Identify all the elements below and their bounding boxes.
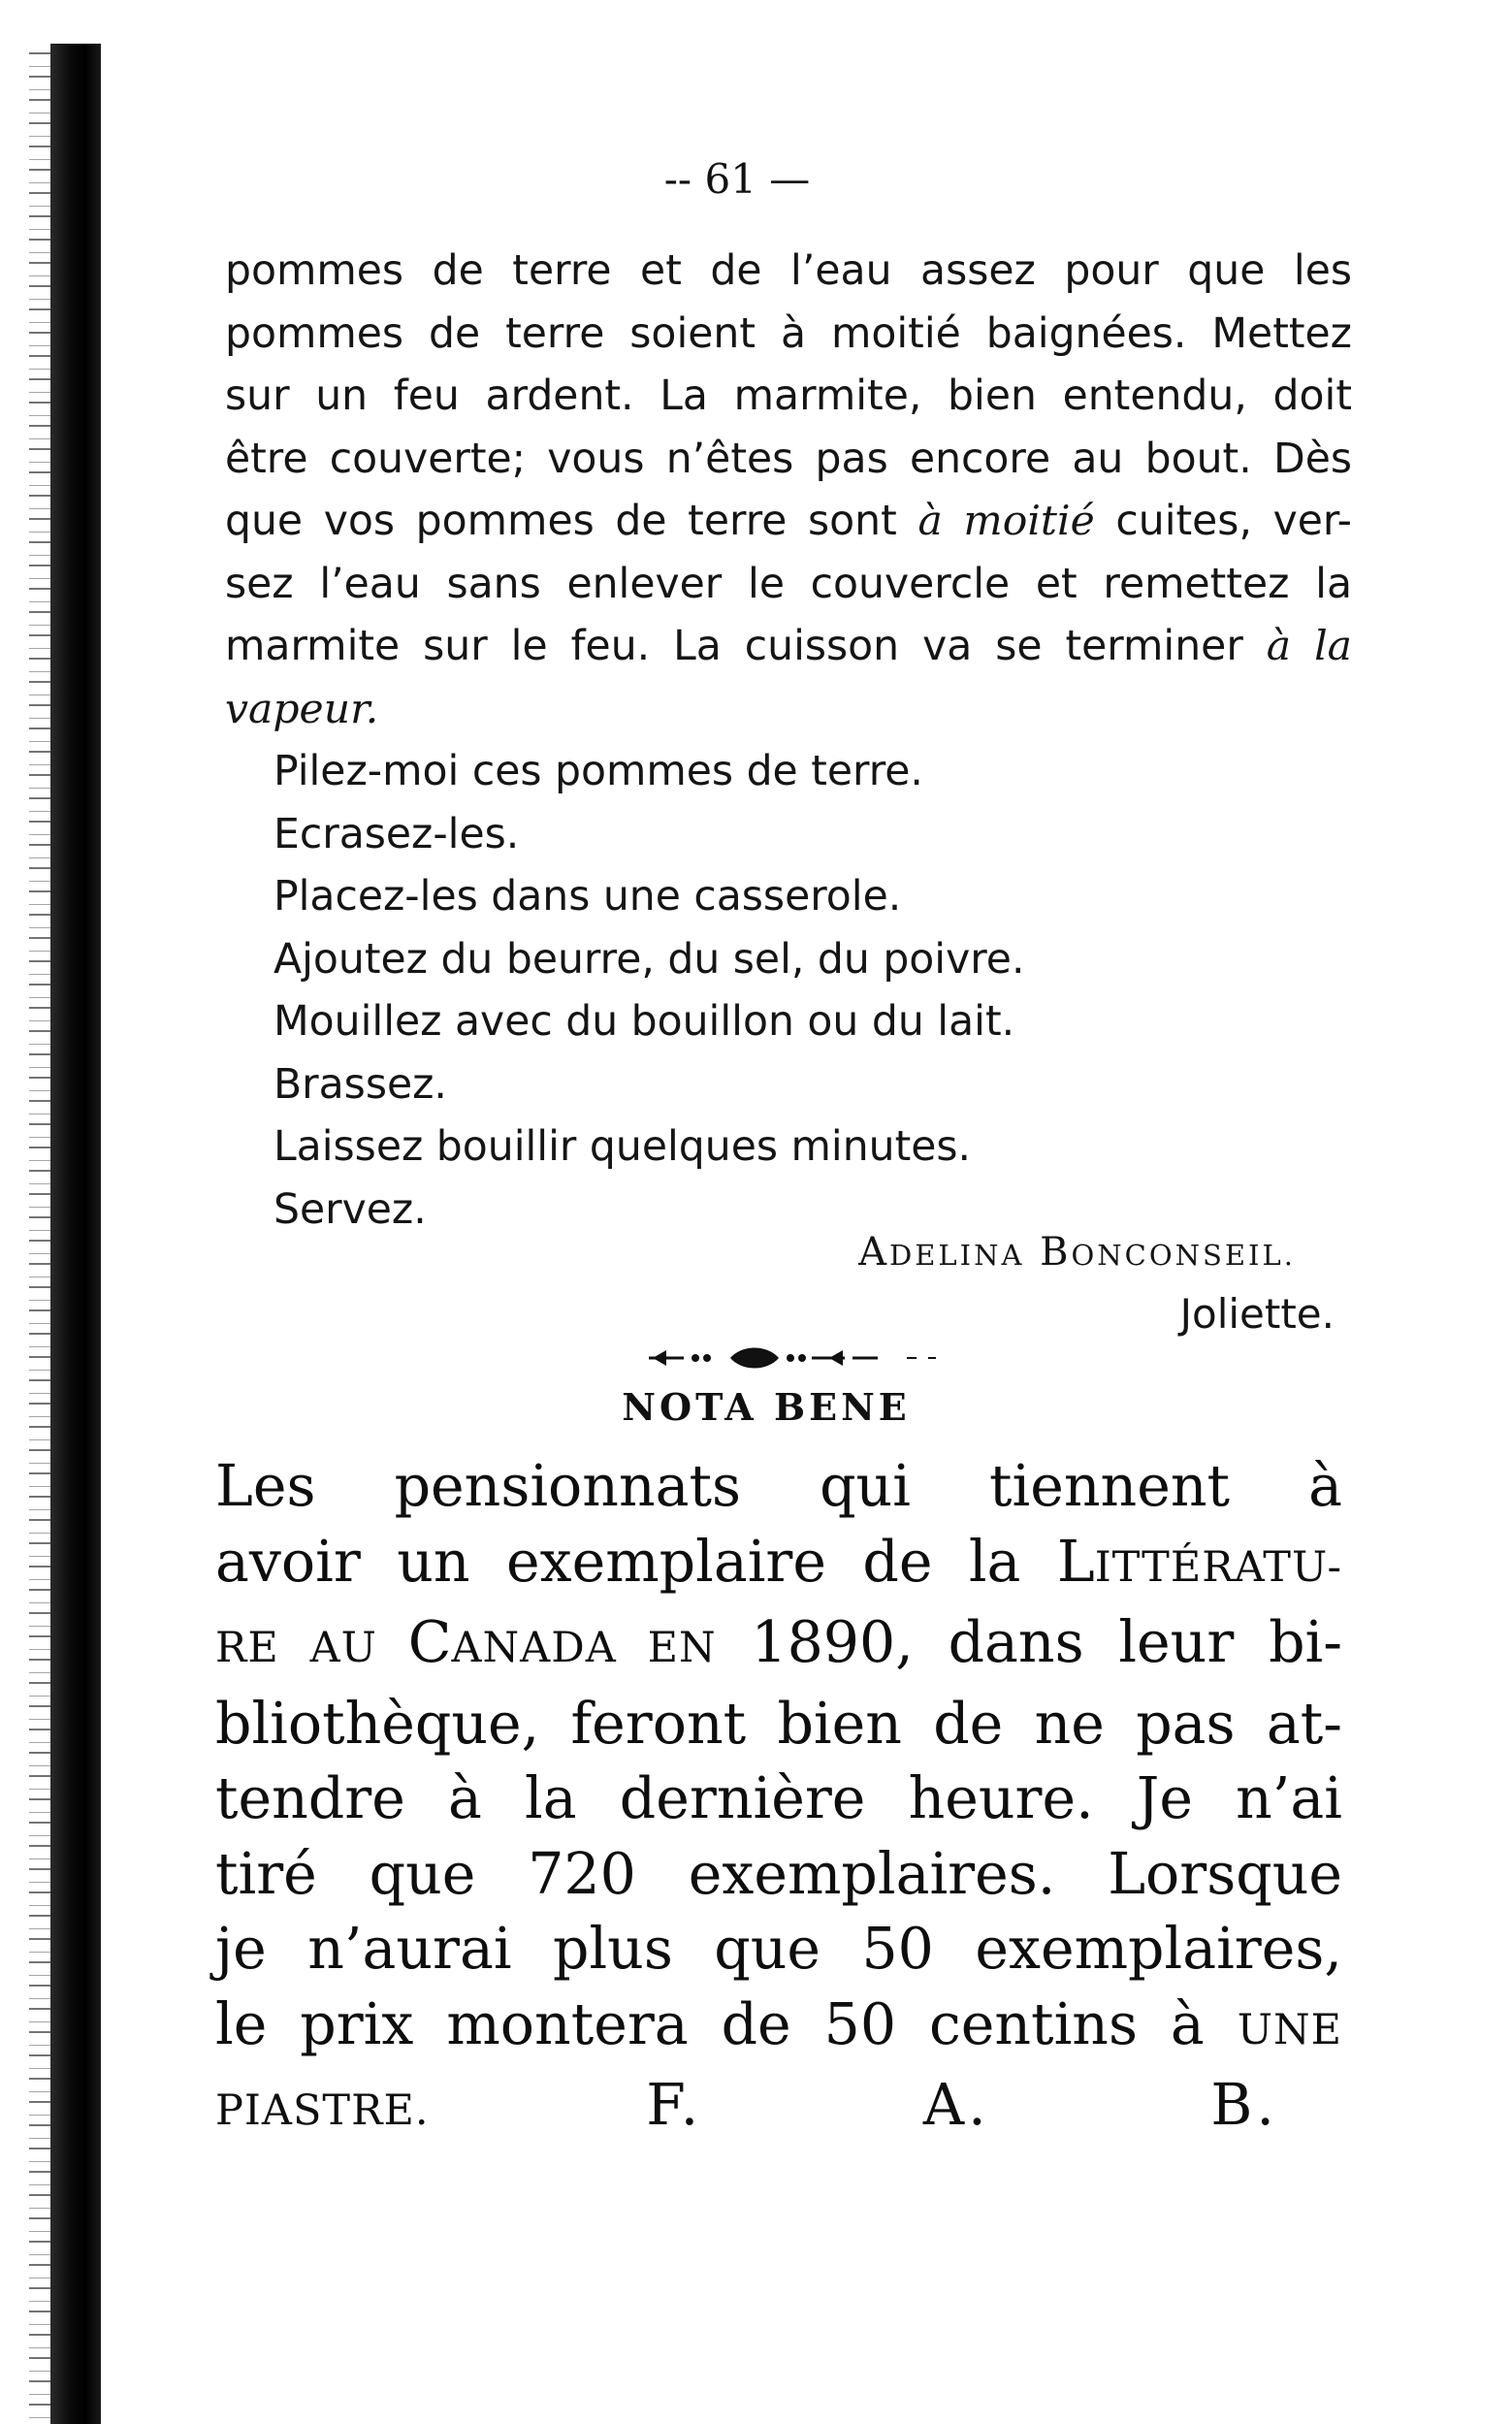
notice-line (215, 2068, 1342, 2149)
book-binding-edge (50, 44, 101, 2424)
recipe-line-part: cuites, ver- (1094, 498, 1353, 545)
recipe-step: Placez-les dans une casserole. (273, 873, 902, 921)
notice-smallcaps: UNE (1237, 2005, 1342, 2054)
recipe-line (225, 616, 1352, 679)
notice-initial: C (407, 1609, 452, 1675)
recipe-italic-phrase: à moitié (917, 498, 1095, 545)
notice-initial: L (1056, 1528, 1095, 1595)
author-name-smallcaps: DELINA (888, 1239, 1025, 1272)
notice-smallcaps: RE AU (215, 1624, 408, 1672)
notice-title: NOTA BENE (622, 1385, 911, 1429)
notice-smallcaps: ITTÉRATU- (1094, 1542, 1342, 1592)
notice-smallcaps: ANADA EN (451, 1624, 717, 1672)
notice-line: Les pensionnats qui tiennent à (215, 1453, 1342, 1519)
notice-line: bliothèque, feront bien de ne pas at- (215, 1690, 1342, 1757)
page-number: -- 61 — (663, 155, 811, 203)
recipe-text (225, 241, 1352, 1242)
author-initial: B (1040, 1230, 1072, 1275)
recipe-step: Ajoutez du beurre, du sel, du poivre. (273, 935, 1025, 984)
notice-line-part: avoir un exemplaire de la (215, 1528, 1057, 1595)
author-initial: A (858, 1230, 889, 1275)
recipe-line: sez l’eau sans enlever le couvercle et remettez la (225, 560, 1352, 608)
recipe-line: pommes de terre et de l’eau assez pour que les (225, 247, 1352, 295)
author-signature (805, 1230, 1296, 1275)
recipe-italic-phrase: vapeur. (225, 685, 379, 733)
recipe-line (225, 679, 1352, 742)
recipe-step: Ecrasez-les. (273, 810, 520, 858)
notice-line (215, 1605, 1342, 1687)
recipe-line-part: que vos pommes de terre sont (225, 498, 918, 545)
author-place: Joliette. (1179, 1290, 1335, 1338)
recipe-step: Laissez bouillir quelques minutes. (273, 1123, 972, 1171)
recipe-step: Servez. (273, 1185, 427, 1234)
notice-text (215, 1449, 1342, 2149)
notice-line: je n’aurai plus que 50 exemplaires, (215, 1916, 1342, 1982)
author-name-smallcaps: ONCONSEIL. (1071, 1239, 1296, 1272)
notice-initials: F. A. B. (646, 2072, 1278, 2138)
notice-line (215, 1525, 1342, 1606)
recipe-line: sur un feu ardent. La marmite, bien entendu, doit (225, 372, 1352, 420)
notice-line: tendre à la dernière heure. Je n’ai (215, 1765, 1342, 1831)
ornamental-divider (645, 1339, 955, 1377)
binding-edge-fray (29, 44, 52, 2424)
notice-line (215, 1988, 1342, 2069)
recipe-italic-phrase: à la (1266, 623, 1352, 670)
notice-line-part: le prix montera de 50 centins à (215, 1990, 1238, 2057)
notice-smallcaps: PIASTRE. (215, 2086, 430, 2135)
recipe-step: Brassez. (273, 1060, 447, 1109)
recipe-line: être couverte; vous n’êtes pas encore au bout. Dès (225, 435, 1352, 483)
notice-line-part: 1890, dans leur bi- (716, 1609, 1342, 1675)
recipe-step: Mouillez avec du bouillon ou du lait. (273, 998, 1015, 1046)
recipe-line (225, 491, 1352, 554)
recipe-line: pommes de terre soient à moitié baignées. Mettez (225, 309, 1352, 358)
recipe-step: Pilez-moi ces pommes de terre. (273, 748, 923, 795)
notice-line: tiré que 720 exemplaires. Lorsque (215, 1840, 1342, 1907)
recipe-line-part: marmite sur le feu. La cuisson va se terminer (225, 623, 1267, 670)
